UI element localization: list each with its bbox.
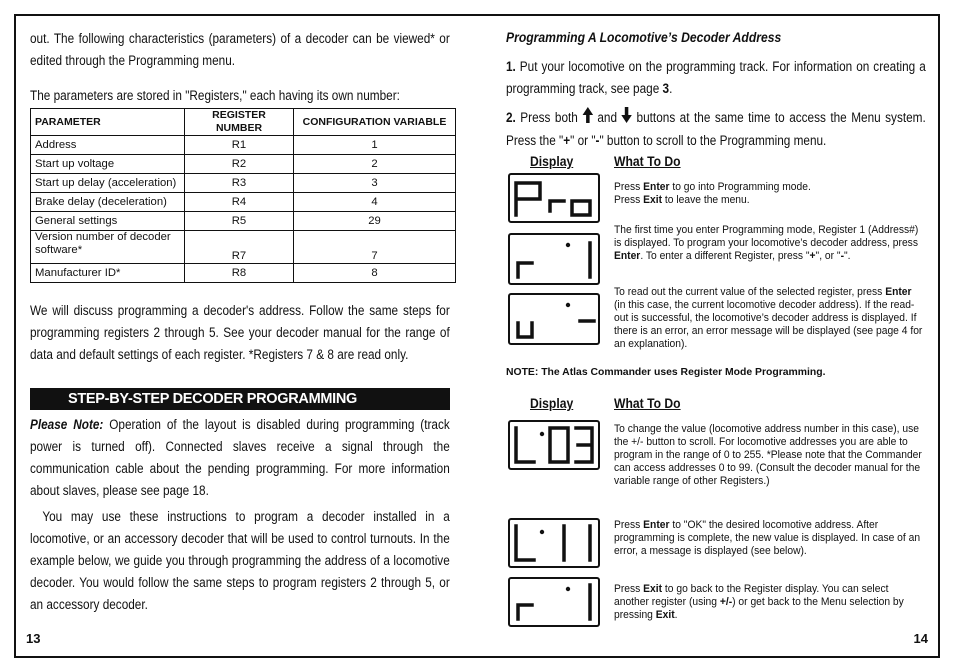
step-2-and: and <box>592 110 622 126</box>
column-header-cv: CONFIGURATION VARIABLE <box>294 109 456 136</box>
table-row <box>31 212 456 231</box>
table-body <box>31 136 456 283</box>
cv-cell: 4 <box>294 193 456 212</box>
register-cell: R3 <box>185 174 294 193</box>
register-cell: R8 <box>185 264 294 283</box>
display-column-header: Display <box>530 154 574 169</box>
register-cell: R5 <box>185 212 294 231</box>
step-1 <box>506 56 926 100</box>
cv-cell: 7 <box>294 231 456 264</box>
table-row <box>31 264 456 283</box>
lcd-display-r1-again <box>508 577 600 627</box>
table-row <box>31 174 456 193</box>
step-1-page: 3 <box>662 81 670 96</box>
whattodo-column-header: What To Do <box>614 154 681 169</box>
intro-paragraph: out. The following characteristics (parameters) of a decoder can be viewed* or edited through the Programming menu. <box>30 31 450 68</box>
lcd-display-u <box>508 293 600 345</box>
table-row <box>31 231 456 264</box>
parameter-cell: Start up delay (acceleration) <box>31 174 185 193</box>
cv-cell: 3 <box>294 174 456 193</box>
what-to-do-1: Press Enter to go into Programming mode. Press Exit to leave the menu. <box>614 181 811 206</box>
cv-cell: 8 <box>294 264 456 283</box>
cv-cell: 29 <box>294 212 456 231</box>
whattodo-column-header-2: What To Do <box>614 396 681 411</box>
instructions-paragraph: You may use these instructions to program a decoder installed in a locomotive, or an accessory decoder that will be used to control turnouts. In the example below, we guide you through programming the address of a locomotive decoder. You would follow the same steps to program registers 2 through 5, or an accessory decoder. <box>30 509 450 612</box>
parameter-cell: Brake delay (deceleration) <box>31 193 185 212</box>
step-1-end: . <box>669 81 673 96</box>
step-1-number: 1. <box>506 59 516 74</box>
step-2-minus: - <box>595 133 600 148</box>
table-row <box>31 193 456 212</box>
column-header-parameter: PARAMETER <box>31 109 185 136</box>
discuss-paragraph: We will discuss programming a decoder's address. Follow the same steps for programming registers 2 through 5. See your decoder manual for the range of data and default settings of each register. *Registers 7 & 8 are read only. <box>30 303 450 362</box>
step-2-plus: + <box>563 133 571 148</box>
table-header-row <box>31 109 456 136</box>
what-to-do-3: To read out the current value of the selected register, press Enter (in this case, the current locomotive decoder address). If the read-out is successful, the locomotive’s decoder address is displayed. If there is an error, an error message will be displayed (see page 4 for an explanation). <box>614 286 923 350</box>
parameter-cell: Start up voltage <box>31 155 185 174</box>
step-2-text-a: Press both <box>515 110 583 126</box>
parameter-cell: Manufacturer ID* <box>31 264 185 283</box>
parameter-cell: Version number of decoder software* <box>31 231 185 264</box>
section-banner: STEP-BY-STEP DECODER PROGRAMMING <box>30 388 450 410</box>
please-note-paragraph <box>30 414 450 502</box>
register-cell: R7 <box>185 231 294 264</box>
step-2-text-b: buttons at the same time to access the Menu system. Press the " <box>506 110 926 148</box>
lcd-display-l11 <box>508 518 600 568</box>
page-number-right: 14 <box>913 631 928 646</box>
step-2-text-d: " button to scroll to the Programming menu. <box>599 133 827 148</box>
table-row <box>31 155 456 174</box>
up-arrow-icon <box>582 107 593 130</box>
cv-cell: 1 <box>294 136 456 155</box>
lcd-display-l03 <box>508 420 600 470</box>
lcd-display-r1 <box>508 233 600 285</box>
please-note-label: Please Note: <box>30 417 104 432</box>
what-to-do-5: Press Enter to "OK" the desired locomotive address. After programming is complete, the new value is displayed. In case of an error, a message is displayed (see below). <box>614 519 921 557</box>
table-row <box>31 136 456 155</box>
registers-line: The parameters are stored in "Registers," each having its own number: <box>30 88 400 103</box>
register-cell: R4 <box>185 193 294 212</box>
parameter-cell: Address <box>31 136 185 155</box>
parameter-cell: General settings <box>31 212 185 231</box>
lcd-display-pro <box>508 173 600 223</box>
cv-cell: 2 <box>294 155 456 174</box>
register-cell: R2 <box>185 155 294 174</box>
step-2 <box>506 107 926 152</box>
down-arrow-icon <box>622 107 633 130</box>
parameters-table <box>30 108 456 283</box>
what-to-do-4: To change the value (locomotive address number in this case), use the +/- button to scroll. For locomotive addresses you are able to program in the range of 0 to 255. *Please note that the Commander can access addresses 0 to 99. (Consult the decoder manual for the variable range of other Registers.) <box>614 423 922 487</box>
step-1-text: Put your locomotive on the programming track. For information on creating a programming track, see page <box>506 59 926 96</box>
step-2-number: 2. <box>506 110 516 126</box>
please-note-text: Operation of the layout is disabled during programming (track power is turned off). Connected slaves receive a signal through the communication cable about the pending programming. For more information about slaves, please see page 18. <box>30 417 450 498</box>
right-heading: Programming A Locomotive’s Decoder Address <box>506 30 782 45</box>
register-mode-note: NOTE: The Atlas Commander uses Register Mode Programming. <box>506 367 826 378</box>
page-number-left: 13 <box>26 631 41 646</box>
register-cell: R1 <box>185 136 294 155</box>
what-to-do-6: Press Exit to go back to the Register display. You can select another register (using +/-) or get back to the Menu selection by pressing Exit. <box>614 583 904 621</box>
column-header-register: REGISTER NUMBER <box>185 109 294 136</box>
step-2-text-c: " or " <box>570 133 596 148</box>
what-to-do-2: The first time you enter Programming mode, Register 1 (Address#) is displayed. To program your locomotive’s decoder address, press Enter. To enter a different Register, press "+", or "-". <box>614 224 919 262</box>
display-column-header-2: Display <box>530 396 574 411</box>
